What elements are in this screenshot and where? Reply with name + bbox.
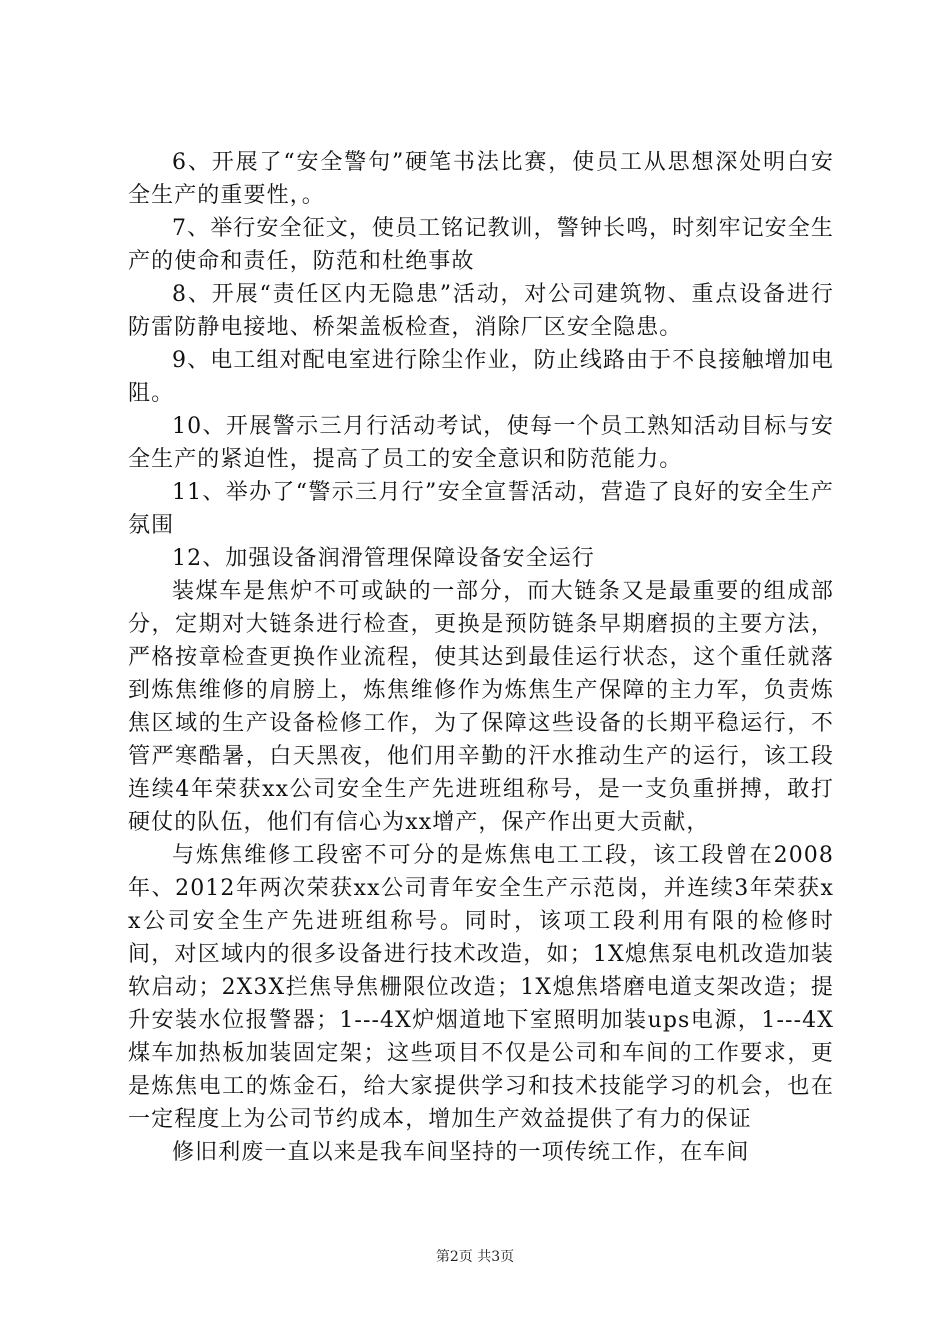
paragraph-coal-car: 装煤车是焦炉不可或缺的一部分，而大链条又是最重要的组成部分，定期对大链条进行检查，更换是预防链条早期磨损的主要方法，严格按章检查更换作业流程，使其达到最佳运行状态，这个重任就落到炼焦维修的肩膀上，炼焦维修作为炼焦生产保障的主力军，负责炼焦区域的生产设备检修工作，为了保障这些设备的长期平稳运行，不管严寒酷暑，白天黑夜，他们用辛勤的汗水推动生产的运行，该工段连续4年荣获xx公司安全生产先进班组称号，是一支负重拼搏，敢打硬仗的队伍，他们有信心为xx增产，保产作出更大贡献， (128, 579, 834, 835)
paragraph-item-11: 11、举办了“警示三月行”安全宣誓活动，营造了良好的安全生产氛围 (128, 480, 834, 538)
document-body (128, 146, 834, 1169)
page-number-footer: 第2页 共3页 (435, 1249, 515, 1265)
paragraph-electrical-section: 与炼焦维修工段密不可分的是炼焦电工工段，该工段曾在2008年、2012年两次荣获xx公司青年安全生产示范岗，并连续3年荣获xx公司安全生产先进班组称号。同时，该项工段利用有限的检修时间，对区域内的很多设备进行技术改造，如；1X熄焦泵电机改造加装软启动；2X3X拦焦导焦栅限位改造；1X熄焦塔磨电道支架改造；提升安装水位报警器；1---4X炉烟道地下室照明加装ups电源，1---4X煤车加热板加装固定架；这些项目不仅是公司和车间的工作要求，更是炼焦电工的炼金石，给大家提供学习和技术技能学习的机会，也在一定程度上为公司节约成本，增加生产效益提供了有力的保证 (128, 843, 834, 1132)
paragraph-item-9: 9、电工组对配电室进行除尘作业，防止线路由于不良接触增加电阻。 (128, 348, 834, 406)
paragraph-item-10: 10、开展警示三月行活动考试，使每一个员工熟知活动目标与安全生产的紧迫性，提高了员工的安全意识和防范能力。 (128, 414, 834, 472)
paragraph-recycling: 修旧利废一直以来是我车间坚持的一项传统工作，在车间 (172, 1140, 750, 1165)
paragraph-item-8: 8、开展“责任区内无隐患”活动，对公司建筑物、重点设备进行防雷防静电接地、桥架盖板检查，消除厂区安全隐患。 (128, 282, 834, 340)
paragraph-item-6: 6、开展了“安全警句”硬笔书法比赛，使员工从思想深处明白安全生产的重要性，。 (128, 150, 834, 208)
paragraph-item-7: 7、举行安全征文，使员工铭记教训，警钟长鸣，时刻牢记安全生产的使命和责任，防范和杜绝事故 (128, 216, 834, 274)
paragraph-item-12: 12、加强设备润滑管理保障设备安全运行 (172, 546, 595, 571)
